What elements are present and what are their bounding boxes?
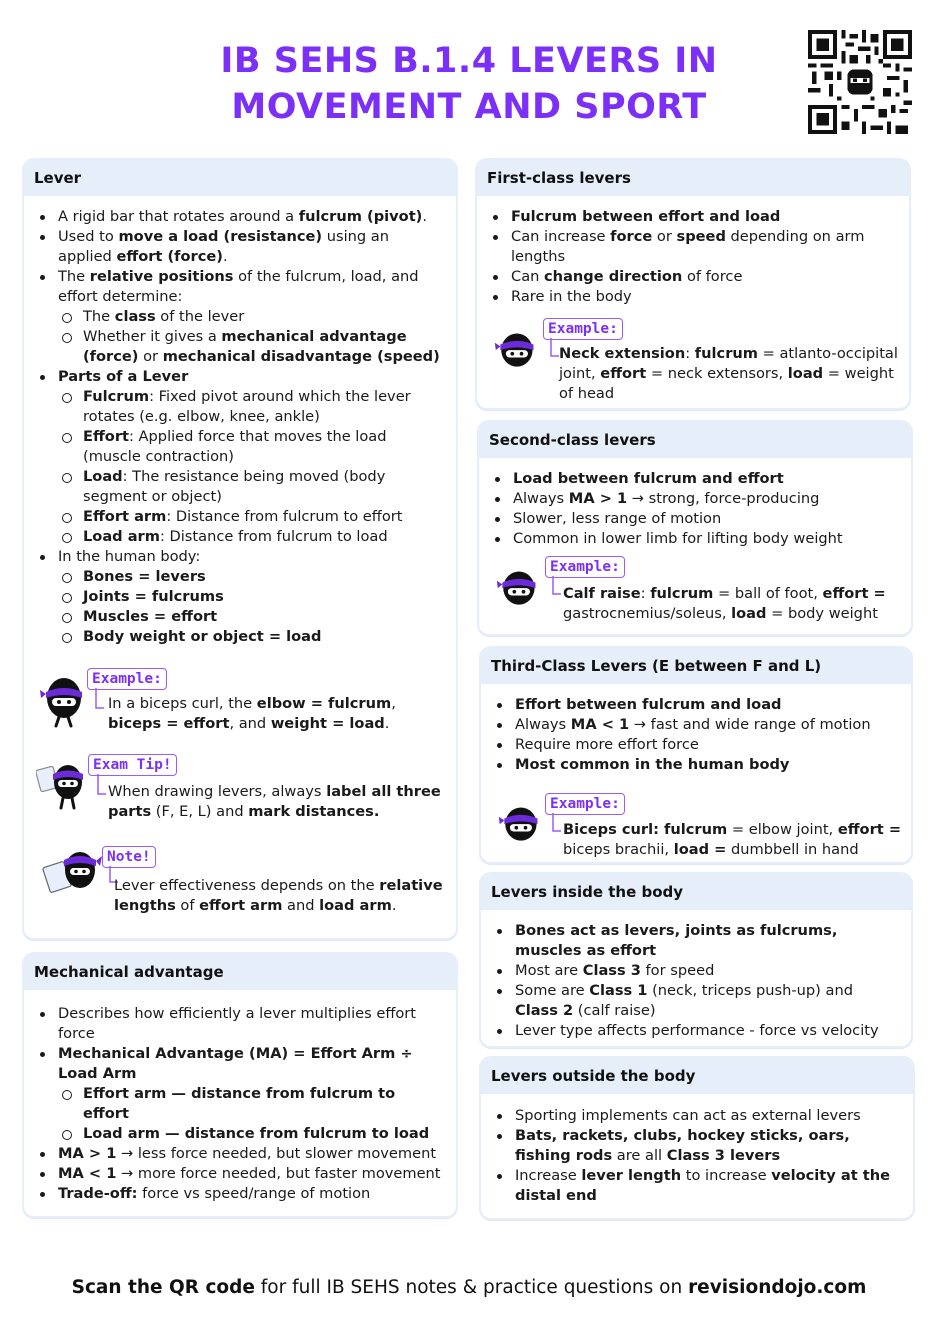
example-badge: Example: bbox=[545, 793, 625, 815]
first-class-card bbox=[475, 158, 911, 410]
callout-connector bbox=[543, 574, 563, 600]
footer-link[interactable]: revisiondojo.com bbox=[688, 1277, 867, 1298]
exam-tip-badge: Exam Tip! bbox=[88, 754, 177, 776]
list-item: Whether it gives a mechanical advantage (force) or mechanical disadvantage (speed) bbox=[58, 327, 444, 367]
list-item: Always MA > 1 → strong, force-producing bbox=[491, 489, 899, 509]
note-text: Lever effectiveness depends on the relative lengths of effort arm and load arm. bbox=[114, 877, 443, 914]
ninja-mascot-icon bbox=[495, 566, 541, 612]
list-item: Muscles = effort bbox=[58, 607, 444, 627]
example-text: Biceps curl: fulcrum = elbow joint, effort = biceps brachii, load = dumbbell in hand bbox=[563, 821, 902, 858]
list-item: Sporting implements can act as external levers bbox=[493, 1106, 901, 1126]
list-item: Body weight or object = load bbox=[58, 627, 444, 647]
list-item: Joints = fulcrums bbox=[58, 587, 444, 607]
inside-body-card bbox=[479, 872, 913, 1048]
list-item: In the human body: Bones = levers Joints = fulcrums Muscles = effort Body weight or object = load bbox=[36, 547, 444, 647]
title-line-2: MOVEMENT AND SPORT bbox=[231, 87, 707, 127]
list-item: Slower, less range of motion bbox=[491, 509, 899, 529]
list-item: Used to move a load (resistance) using an applied effort (force). bbox=[36, 227, 444, 267]
example-text: Calf raise: fulcrum = ball of foot, effort = gastrocnemius/soleus, load = body weight bbox=[563, 585, 886, 622]
list-item: Bones act as levers, joints as fulcrums, muscles as effort bbox=[493, 921, 899, 961]
callout-connector bbox=[541, 336, 561, 362]
list-item: Bones = levers bbox=[58, 567, 444, 587]
list-item: The relative positions of the fulcrum, load, and effort determine: The class of the lever Whether it gives a mechanical advantage (force) or mechanical disadvantage (speed) bbox=[36, 267, 444, 367]
callout-connector bbox=[88, 772, 108, 800]
example-text: Neck extension: fulcrum = atlanto-occipital joint, effort = neck extensors, load = weight of head bbox=[559, 345, 898, 402]
callout-connector bbox=[86, 686, 106, 714]
ninja-mascot-icon bbox=[497, 802, 543, 848]
outside-body-heading: Levers outside the body bbox=[481, 1058, 913, 1094]
list-item: Most are Class 3 for speed bbox=[493, 961, 899, 981]
list-item: Load arm: Distance from fulcrum to load bbox=[58, 527, 444, 547]
title-line-1: IB SEHS B.1.4 LEVERS IN bbox=[220, 41, 718, 81]
list-item: Effort arm: Distance from fulcrum to effort bbox=[58, 507, 444, 527]
list-item: Rare in the body bbox=[489, 287, 897, 307]
footer-bold-text: Scan the QR code bbox=[71, 1277, 255, 1298]
list-item: Mechanical Advantage (MA) = Effort Arm ÷ Load Arm Effort arm — distance from fulcrum to effort Load arm — distance from fulcrum to load bbox=[36, 1044, 444, 1144]
list-item: Parts of a Lever Fulcrum: Fixed pivot around which the lever rotates (e.g. elbow, knee, ankle) Effort: Applied force that moves the load (muscle contraction) Load: The resistance being moved (body segment or object) Effort arm: Distance from fulcrum to effort Load arm: Distance from fulcrum to load bbox=[36, 367, 444, 547]
list-item: Trade-off: force vs speed/range of motion bbox=[36, 1184, 444, 1204]
list-item: MA > 1 → less force needed, but slower movement bbox=[36, 1144, 444, 1164]
list-item: Load arm — distance from fulcrum to load bbox=[58, 1124, 444, 1144]
example-badge: Example: bbox=[543, 318, 623, 340]
lever-list bbox=[36, 207, 444, 647]
outside-body-card bbox=[479, 1056, 915, 1220]
example-badge: Example: bbox=[545, 556, 625, 578]
list-item: Most common in the human body bbox=[493, 755, 899, 775]
footer-cta bbox=[0, 1276, 938, 1300]
list-item: A rigid bar that rotates around a fulcrum (pivot). bbox=[36, 207, 444, 227]
footer-text: for full IB SEHS notes & practice questions on bbox=[254, 1277, 689, 1298]
inside-body-heading: Levers inside the body bbox=[481, 874, 911, 910]
third-class-heading: Third-Class Levers (E between F and L) bbox=[481, 648, 911, 684]
list-item: Bats, rackets, clubs, hockey sticks, oars, fishing rods are all Class 3 levers bbox=[493, 1126, 901, 1166]
list-item: Describes how efficiently a lever multiplies effort force bbox=[36, 1004, 444, 1044]
list-item: Can change direction of force bbox=[489, 267, 897, 287]
first-class-heading: First-class levers bbox=[477, 160, 909, 196]
list-item: Effort arm — distance from fulcrum to effort bbox=[58, 1084, 444, 1124]
list-item: Some are Class 1 (neck, triceps push-up) and Class 2 (calf raise) bbox=[493, 981, 899, 1021]
ninja-mascot-notepad-icon bbox=[42, 844, 102, 902]
list-item: Can increase force or speed depending on arm lengths bbox=[489, 227, 897, 267]
list-item: Effort between fulcrum and load bbox=[493, 695, 899, 715]
lever-card bbox=[22, 158, 458, 940]
list-item: Fulcrum between effort and load bbox=[489, 207, 897, 227]
ninja-mascot-icon bbox=[38, 670, 88, 730]
page-title bbox=[180, 38, 758, 130]
ninja-mascot-clipboard-icon bbox=[36, 756, 88, 812]
list-item: Common in lower limb for lifting body weight bbox=[491, 529, 899, 549]
qr-code-icon[interactable] bbox=[808, 30, 912, 134]
list-item: Fulcrum: Fixed pivot around which the lever rotates (e.g. elbow, knee, ankle) bbox=[58, 387, 444, 427]
list-item: The class of the lever bbox=[58, 307, 444, 327]
list-item: Increase lever length to increase velocity at the distal end bbox=[493, 1166, 901, 1206]
callout-connector bbox=[543, 811, 563, 837]
second-class-card bbox=[477, 420, 913, 636]
list-item: Require more effort force bbox=[493, 735, 899, 755]
list-item: Load between fulcrum and effort bbox=[491, 469, 899, 489]
third-class-card bbox=[479, 646, 913, 864]
example-text: In a biceps curl, the elbow = fulcrum, biceps = effort, and weight = load. bbox=[108, 695, 396, 732]
list-item: Always MA < 1 → fast and wide range of motion bbox=[493, 715, 899, 735]
mechanical-advantage-heading: Mechanical advantage bbox=[24, 954, 456, 990]
ninja-mascot-icon bbox=[493, 328, 539, 374]
list-item: MA < 1 → more force needed, but faster movement bbox=[36, 1164, 444, 1184]
lever-card-heading: Lever bbox=[24, 160, 456, 196]
list-item: Lever type affects performance - force vs velocity bbox=[493, 1021, 899, 1041]
list-item: Load: The resistance being moved (body segment or object) bbox=[58, 467, 444, 507]
example-badge: Example: bbox=[87, 668, 167, 690]
list-item: Effort: Applied force that moves the load (muscle contraction) bbox=[58, 427, 444, 467]
note-badge: Note! bbox=[102, 846, 156, 868]
second-class-heading: Second-class levers bbox=[479, 422, 911, 458]
mechanical-advantage-card bbox=[22, 952, 458, 1218]
exam-tip-text: When drawing levers, always label all three parts (F, E, L) and mark distances. bbox=[108, 783, 441, 820]
